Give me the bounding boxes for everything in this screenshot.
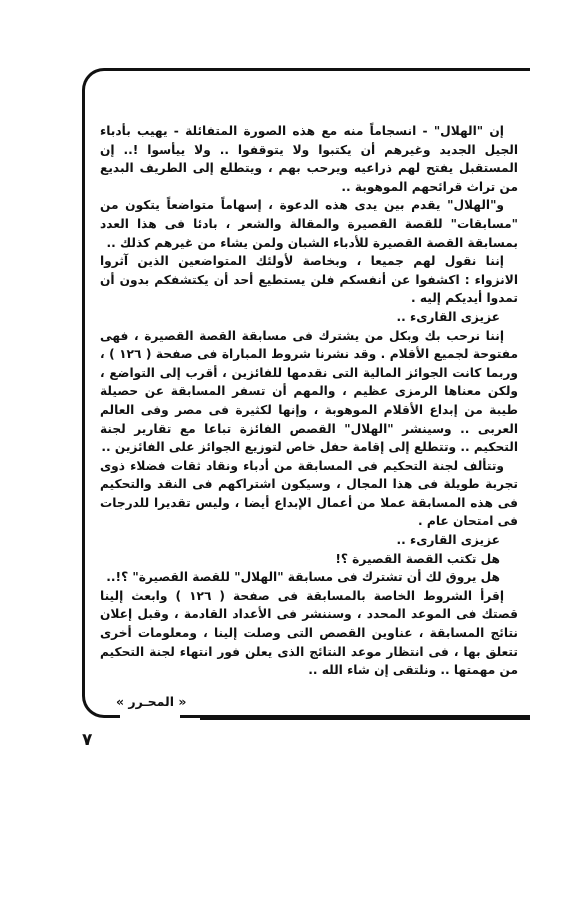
question-1: هل تكتب القصة القصيرة ؟! bbox=[335, 551, 500, 566]
paragraph-6: إقرأ الشروط الخاصة بالمسابقة فى صفحة ( ١٢٦ ) وابعث إلينا قصتك فى الموعد المحدد ، وسننشر فى الأعداد القادمة ، وقبل إعلان نتائج المسابقة ، عناوين القصص التى وصلت إلينا ، ومعلومات أخرى تتعلق بها ، فى انتظار موعد النتائج الذى يعلن فور انتهاء لجنة التحكيم من مهمتها .. ونلتقى إن شاء الله .. bbox=[100, 588, 518, 678]
paragraph-1: إن "الهلال" - انسجاماً منه مع هذه الصورة المتفائلة - يهيب بأدباء الجيل الجديد وغيرهم أن يكتبوا ولا يتوقفوا .. ولا ييأسوا !.. إن المستقبل يفتح لهم ذراعيه ويرحب بهم ، ويتطلع إلى الطريف البديع من تراث قرائحهم الموهوبة .. bbox=[100, 124, 518, 194]
paragraph-5: وتتألف لجنة التحكيم فى المسابقة من أدباء ونقاد ثقات فضلاء ذوى تجربة طويلة فى هذا المجال ، وسيكون اشتراكهم فى النقد والتحكيم فى هذه المسابقة عملا من أعمال الإبداع أيضا ، وليس تقديرا للدرجات فى امتحان عام . bbox=[100, 458, 518, 529]
address-reader-2: عزيزى القارىء .. bbox=[396, 533, 500, 548]
paragraph-3: إننا نقول لهم جميعا ، وبخاصة لأولئك المتواضعين الذين آثروا الانزواء : اكشفوا عن أنفسكم فلن يستطيع أحد أن يكتشفكم بدون أن تمدوا أيديكم إليه . bbox=[100, 254, 518, 306]
paragraph-2: و"الهلال" يقدم بين يدى هذه الدعوة ، إسهاماً متواضعاً يتكون من "مسابقات" للقصة القصيرة والمقالة والشعر ، بادئا فى هذا العدد بمسابقة القصة القصيرة للأدباء الشبان ولمن يشاء من غيرهم كذلك .. bbox=[100, 198, 518, 250]
article-body bbox=[100, 122, 518, 680]
question-2: هل يروق لك أن تشترك فى مسابقة "الهلال" للقصة القصيرة" ؟!.. bbox=[106, 570, 500, 585]
page-number: ٧ bbox=[82, 730, 93, 750]
address-reader-1: عزيزى القارىء .. bbox=[396, 309, 500, 324]
paragraph-4: إننا نرحب بك وبكل من يشترك فى مسابقة القصة القصيرة ، فهى مفتوحة لجميع الأقلام . وقد نشرنا شروط المباراة فى صفحة ( ١٢٦ ) ، وربما كانت الجوائز المالية التى نقدمها للفائزين ، أقرب إلى التواضع ، ولكن معناها الرمزى عظيم ، والمهم أن تسفر المسابقة عن حصيلة طيبة من إبداع الأقلام الموهوبة ، وإنها لكثيرة فى مصر وفى العالم العربى .. وسينشر "الهلال" القصص الفائزة تباعا مع تقارير لجنة التحكيم .. وتتطلع إلى إقامة حفل خاص لتوزيع الجوائز على الفائزين .. bbox=[100, 328, 518, 455]
bottom-rule bbox=[200, 717, 530, 720]
editor-signature: « المحـرر » bbox=[116, 694, 187, 709]
